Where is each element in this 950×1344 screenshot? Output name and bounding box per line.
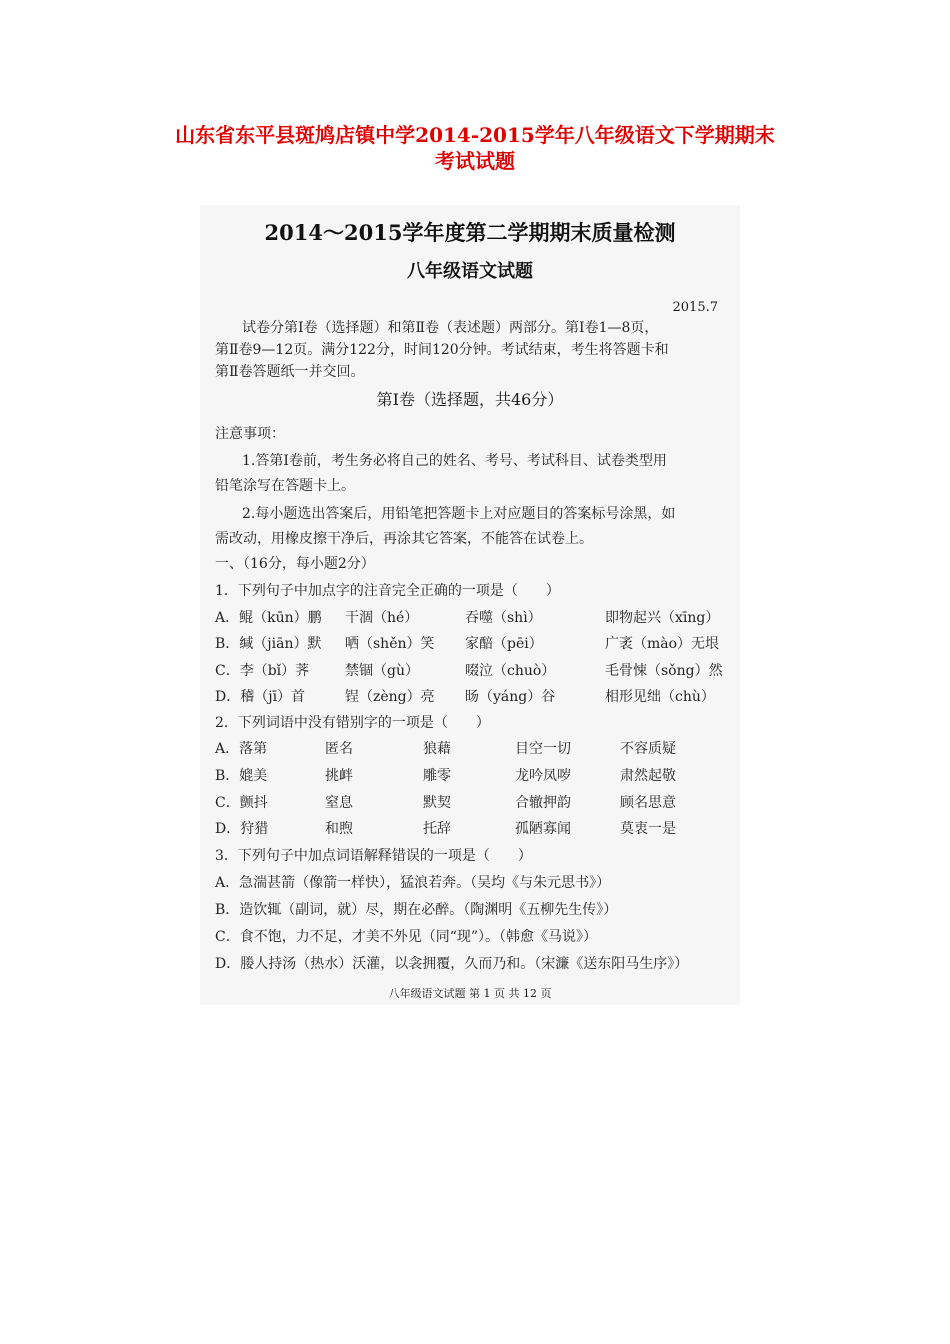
section-title: 第Ⅰ卷（选择题，共46分） <box>376 390 564 409</box>
q2-option-c: 默契 <box>423 795 451 811</box>
note-line: 需改动，用橡皮擦干净后，再涂其它答案，不能答在试卷上。 <box>215 531 593 547</box>
q2-option-a: 目空一切 <box>515 741 571 757</box>
page-footer: 八年级语文试题 第 1 页 共 12 页 <box>388 987 552 1000</box>
q3-option-d: D．媵人持汤（热水）沃灌，以衾拥覆，久而乃和。（宋濂《送东阳马生序》） <box>215 956 689 972</box>
q1-option-b: B．缄（jiān）默 <box>215 636 322 652</box>
scanned-exam-page <box>200 205 740 1005</box>
note-line: 2.每小题选出答案后，用铅笔把答题卡上对应题目的答案标号涂黑，如 <box>242 506 676 522</box>
q1-option-d: D．稽（jī）首 <box>215 689 306 705</box>
exam-date: 2015.7 <box>672 300 718 315</box>
q3-option-c: C．食不饱，力不足，才美不外见（同“现”）。（韩愈《马说》） <box>215 929 598 945</box>
q1-option-a: 即物起兴（xīng） <box>605 610 720 626</box>
q1-option-d: 相形见绌（chù） <box>605 689 715 705</box>
document-title-line-1: 山东省东平县斑鸠店镇中学2014-2015学年八年级语文下学期期末 <box>175 123 775 147</box>
q1-option-d: 锃（zèng）亮 <box>345 689 435 705</box>
q2-option-c: 窒息 <box>325 795 353 811</box>
exam-title: 2014～2015学年度第二学期期末质量检测 <box>264 220 676 245</box>
q2-option-c: 合辙押韵 <box>515 795 571 811</box>
q3-option-b: B．造饮辄（副词，就）尽，期在必醉。（陶渊明《五柳先生传》） <box>215 902 618 918</box>
part-one-heading: 一、（16分，每小题2分） <box>215 556 375 572</box>
intro-line: 第Ⅱ卷9—12页。满分122分，时间120分钟。考试结束，考生将答题卡和 <box>215 342 669 358</box>
q2-option-b: 肃然起敬 <box>620 768 676 784</box>
note-line: 1.答第Ⅰ卷前，考生务必将自己的姓名、考号、考试科目、试卷类型用 <box>242 453 667 469</box>
q1-option-d: 旸（yáng）谷 <box>465 689 556 705</box>
q2-option-b: B．媲美 <box>215 768 268 784</box>
notes-heading: 注意事项： <box>215 426 285 442</box>
q1-option-c: 禁锢（gù） <box>345 663 419 679</box>
intro-line: 第Ⅱ卷答题纸一并交回。 <box>215 364 365 380</box>
q2-option-c: 顾名思意 <box>620 795 676 811</box>
q1-option-c: 啜泣（chuò） <box>465 663 556 679</box>
question-1-stem: 1．下列句子中加点字的注音完全正确的一项是（ ） <box>215 583 560 599</box>
q2-option-b: 雕零 <box>423 768 451 784</box>
q1-option-c: 毛骨悚（sǒng）然 <box>605 663 723 679</box>
q1-option-a: 干涸（hé） <box>345 610 419 626</box>
q2-option-a: 狼藉 <box>423 741 451 757</box>
q2-option-c: C．颤抖 <box>215 795 268 811</box>
q1-option-a: 吞噬（shì） <box>465 610 542 626</box>
q2-option-a: A．落第 <box>215 741 268 757</box>
q1-option-b: 家醅（pēi） <box>465 636 543 652</box>
q2-option-d: 和煦 <box>325 821 353 837</box>
q2-option-d: 托辞 <box>423 821 451 837</box>
intro-line: 试卷分第Ⅰ卷（选择题）和第Ⅱ卷（表述题）两部分。第Ⅰ卷1—8页， <box>242 320 659 336</box>
document-title-line-2: 考试试题 <box>435 149 515 173</box>
q3-option-a: A．急湍甚箭（像箭一样快），猛浪若奔。（吴均《与朱元思书》） <box>215 875 611 891</box>
q2-option-b: 龙吟凤哕 <box>515 768 571 784</box>
q2-option-a: 不容质疑 <box>620 741 676 757</box>
question-3-stem: 3．下列句子中加点词语解释错误的一项是（ ） <box>215 848 532 864</box>
note-line: 铅笔涂写在答题卡上。 <box>215 478 355 494</box>
question-2-stem: 2．下列词语中没有错别字的一项是（ ） <box>215 715 490 731</box>
q2-option-d: D．狩猎 <box>215 821 269 837</box>
q2-option-d: 莫衷一是 <box>620 821 676 837</box>
q1-option-b: 广袤（mào）无垠 <box>605 636 720 652</box>
q1-option-c: C．李（bǐ）荠 <box>215 663 310 679</box>
q1-option-b: 哂（shěn）笑 <box>345 636 435 652</box>
q1-option-a: A．鲲（kūn）鹏 <box>215 610 322 626</box>
q2-option-a: 匿名 <box>325 741 353 757</box>
exam-subtitle: 八年级语文试题 <box>407 261 533 282</box>
q2-option-b: 挑衅 <box>325 768 353 784</box>
q2-option-d: 孤陋寡闻 <box>515 821 571 837</box>
